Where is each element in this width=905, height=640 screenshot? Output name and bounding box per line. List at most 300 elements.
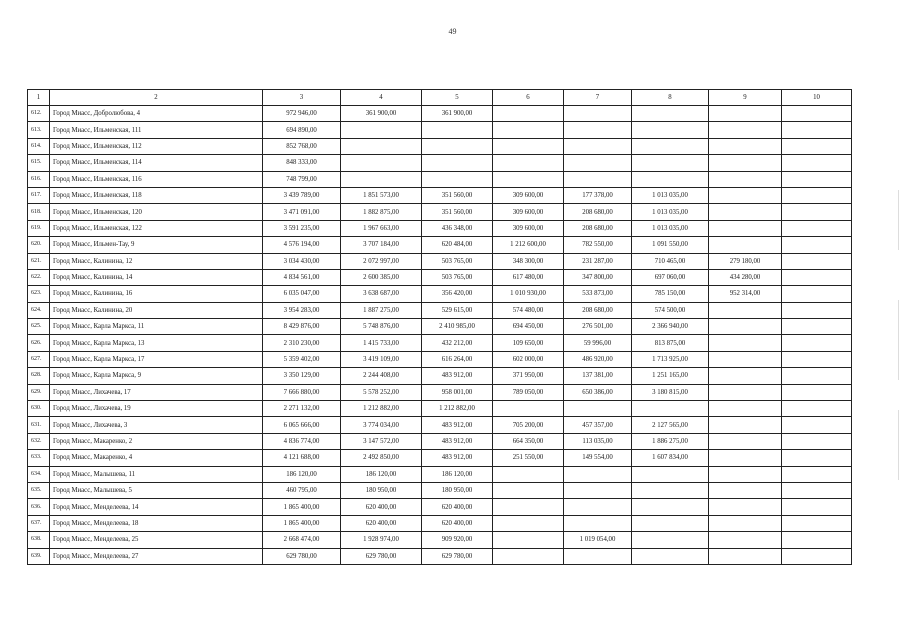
row-number-cell: 629.: [28, 384, 50, 400]
row-number-cell: 625.: [28, 319, 50, 335]
amount-cell: [782, 368, 852, 384]
amount-cell: 3 954 283,00: [263, 302, 341, 318]
amount-cell: 7 666 880,00: [263, 384, 341, 400]
row-number-cell: 619.: [28, 220, 50, 236]
table-row: [28, 532, 852, 548]
amount-cell: 208 680,00: [564, 302, 632, 318]
address-cell: Город Миасс, Лихачева, 19: [50, 401, 263, 417]
address-cell: Город Миасс, Добролюбова, 4: [50, 106, 263, 122]
amount-cell: 503 765,00: [422, 253, 493, 269]
row-number-cell: 615.: [28, 155, 50, 171]
amount-cell: [422, 155, 493, 171]
table-row: [28, 401, 852, 417]
address-cell: Город Миасс, Ильменская, 111: [50, 122, 263, 138]
data-table: [27, 89, 852, 565]
amount-cell: 1 415 733,00: [341, 335, 422, 351]
amount-cell: 348 300,00: [493, 253, 564, 269]
amount-cell: 2 366 940,00: [632, 319, 709, 335]
amount-cell: 3 638 687,00: [341, 286, 422, 302]
column-header: 6: [493, 90, 564, 106]
column-header: 9: [709, 90, 782, 106]
amount-cell: 1 713 925,00: [632, 351, 709, 367]
amount-cell: [564, 155, 632, 171]
amount-cell: 529 615,00: [422, 302, 493, 318]
amount-cell: [782, 302, 852, 318]
table-row: [28, 171, 852, 187]
amount-cell: [709, 417, 782, 433]
amount-cell: [564, 515, 632, 531]
amount-cell: [782, 187, 852, 203]
amount-cell: 629 780,00: [422, 548, 493, 564]
amount-cell: 1 967 663,00: [341, 220, 422, 236]
amount-cell: [782, 319, 852, 335]
address-cell: Город Миасс, Лихачева, 3: [50, 417, 263, 433]
amount-cell: 694 450,00: [493, 319, 564, 335]
amount-cell: 2 271 132,00: [263, 401, 341, 417]
amount-cell: [493, 515, 564, 531]
amount-cell: 697 060,00: [632, 269, 709, 285]
amount-cell: [564, 401, 632, 417]
amount-cell: 457 357,00: [564, 417, 632, 433]
amount-cell: 2 244 408,00: [341, 368, 422, 384]
amount-cell: [709, 532, 782, 548]
address-cell: Город Миасс, Ильменская, 120: [50, 204, 263, 220]
amount-cell: [709, 171, 782, 187]
amount-cell: 371 950,00: [493, 368, 564, 384]
amount-cell: 848 333,00: [263, 155, 341, 171]
table-row: [28, 286, 852, 302]
amount-cell: [564, 138, 632, 154]
amount-cell: 789 050,00: [493, 384, 564, 400]
amount-cell: [782, 237, 852, 253]
amount-cell: 137 381,00: [564, 368, 632, 384]
amount-cell: [493, 466, 564, 482]
table-row: [28, 499, 852, 515]
amount-cell: 3 350 129,00: [263, 368, 341, 384]
table-row: [28, 155, 852, 171]
amount-cell: 710 465,00: [632, 253, 709, 269]
amount-cell: 813 875,00: [632, 335, 709, 351]
amount-cell: [782, 286, 852, 302]
row-number-cell: 637.: [28, 515, 50, 531]
row-number-cell: 632.: [28, 433, 50, 449]
amount-cell: 1 865 400,00: [263, 499, 341, 515]
row-number-cell: 624.: [28, 302, 50, 318]
address-cell: Город Миасс, Менделеева, 25: [50, 532, 263, 548]
amount-cell: [709, 351, 782, 367]
row-number-cell: 633.: [28, 450, 50, 466]
amount-cell: 483 912,00: [422, 433, 493, 449]
amount-cell: [493, 122, 564, 138]
table-row: [28, 450, 852, 466]
amount-cell: [632, 515, 709, 531]
amount-cell: 852 768,00: [263, 138, 341, 154]
amount-cell: [493, 401, 564, 417]
table-row: [28, 548, 852, 564]
table-row: [28, 368, 852, 384]
amount-cell: [782, 220, 852, 236]
amount-cell: [632, 401, 709, 417]
amount-cell: 1 013 035,00: [632, 187, 709, 203]
amount-cell: 149 554,00: [564, 450, 632, 466]
address-cell: Город Миасс, Менделеева, 18: [50, 515, 263, 531]
address-cell: Город Миасс, Калинина, 12: [50, 253, 263, 269]
amount-cell: 620 400,00: [341, 515, 422, 531]
row-number-cell: 618.: [28, 204, 50, 220]
amount-cell: 785 150,00: [632, 286, 709, 302]
amount-cell: [709, 368, 782, 384]
column-header: 4: [341, 90, 422, 106]
amount-cell: [632, 482, 709, 498]
amount-cell: [564, 482, 632, 498]
amount-cell: 629 780,00: [263, 548, 341, 564]
amount-cell: 177 378,00: [564, 187, 632, 203]
amount-cell: 664 350,00: [493, 433, 564, 449]
amount-cell: 351 560,00: [422, 187, 493, 203]
amount-cell: [782, 450, 852, 466]
amount-cell: 574 480,00: [493, 302, 564, 318]
amount-cell: [341, 171, 422, 187]
amount-cell: 3 147 572,00: [341, 433, 422, 449]
amount-cell: 748 799,00: [263, 171, 341, 187]
amount-cell: [493, 155, 564, 171]
row-number-cell: 639.: [28, 548, 50, 564]
amount-cell: 4 834 561,00: [263, 269, 341, 285]
column-header: 3: [263, 90, 341, 106]
amount-cell: 3 419 109,00: [341, 351, 422, 367]
column-header: 7: [564, 90, 632, 106]
amount-cell: 180 950,00: [341, 482, 422, 498]
address-cell: Город Миасс, Малышева, 5: [50, 482, 263, 498]
column-header: 5: [422, 90, 493, 106]
amount-cell: [632, 548, 709, 564]
amount-cell: [493, 106, 564, 122]
amount-cell: 1 010 930,00: [493, 286, 564, 302]
amount-cell: [709, 384, 782, 400]
column-header: 8: [632, 90, 709, 106]
table-row: [28, 237, 852, 253]
amount-cell: 2 600 385,00: [341, 269, 422, 285]
amount-cell: 1 887 275,00: [341, 302, 422, 318]
amount-cell: [782, 138, 852, 154]
amount-cell: 705 200,00: [493, 417, 564, 433]
amount-cell: 4 836 774,00: [263, 433, 341, 449]
amount-cell: [709, 220, 782, 236]
amount-cell: 113 035,00: [564, 433, 632, 449]
address-cell: Город Миасс, Ильменская, 116: [50, 171, 263, 187]
amount-cell: 1 882 875,00: [341, 204, 422, 220]
table-header-row: [28, 90, 852, 106]
amount-cell: 276 501,00: [564, 319, 632, 335]
table-row: [28, 351, 852, 367]
address-cell: Город Миасс, Ильменская, 122: [50, 220, 263, 236]
amount-cell: [709, 401, 782, 417]
amount-cell: 309 600,00: [493, 187, 564, 203]
table-row: [28, 138, 852, 154]
address-cell: Город Миасс, Менделеева, 14: [50, 499, 263, 515]
amount-cell: [632, 171, 709, 187]
amount-cell: 2 127 565,00: [632, 417, 709, 433]
row-number-cell: 628.: [28, 368, 50, 384]
row-number-cell: 623.: [28, 286, 50, 302]
amount-cell: 180 950,00: [422, 482, 493, 498]
amount-cell: 486 920,00: [564, 351, 632, 367]
amount-cell: [632, 106, 709, 122]
address-cell: Город Миасс, Менделеева, 27: [50, 548, 263, 564]
amount-cell: [782, 417, 852, 433]
amount-cell: [564, 548, 632, 564]
amount-cell: [782, 351, 852, 367]
amount-cell: 1 013 035,00: [632, 220, 709, 236]
amount-cell: [564, 106, 632, 122]
address-cell: Город Миасс, Калинина, 16: [50, 286, 263, 302]
amount-cell: [782, 433, 852, 449]
amount-cell: [782, 401, 852, 417]
amount-cell: [632, 532, 709, 548]
amount-cell: 1 251 165,00: [632, 368, 709, 384]
amount-cell: 1 886 275,00: [632, 433, 709, 449]
amount-cell: [709, 548, 782, 564]
table-row: [28, 187, 852, 203]
amount-cell: 574 500,00: [632, 302, 709, 318]
amount-cell: 1 091 550,00: [632, 237, 709, 253]
amount-cell: [782, 515, 852, 531]
amount-cell: 1 212 882,00: [341, 401, 422, 417]
address-cell: Город Миасс, Макаренко, 2: [50, 433, 263, 449]
amount-cell: [709, 106, 782, 122]
amount-cell: [493, 138, 564, 154]
amount-cell: 483 912,00: [422, 417, 493, 433]
amount-cell: [782, 204, 852, 220]
amount-cell: 3 034 430,00: [263, 253, 341, 269]
amount-cell: 1 851 573,00: [341, 187, 422, 203]
address-cell: Город Миасс, Калинина, 14: [50, 269, 263, 285]
row-number-cell: 634.: [28, 466, 50, 482]
amount-cell: [709, 319, 782, 335]
amount-cell: [709, 466, 782, 482]
amount-cell: 1 212 600,00: [493, 237, 564, 253]
amount-cell: 617 480,00: [493, 269, 564, 285]
amount-cell: 109 650,00: [493, 335, 564, 351]
row-number-cell: 617.: [28, 187, 50, 203]
amount-cell: 2 668 474,00: [263, 532, 341, 548]
row-number-cell: 630.: [28, 401, 50, 417]
amount-cell: 3 707 184,00: [341, 237, 422, 253]
address-cell: Город Миасс, Ильменская, 112: [50, 138, 263, 154]
table-row: [28, 319, 852, 335]
amount-cell: 6 035 047,00: [263, 286, 341, 302]
amount-cell: [709, 122, 782, 138]
table-row: [28, 482, 852, 498]
row-number-cell: 613.: [28, 122, 50, 138]
amount-cell: 8 429 876,00: [263, 319, 341, 335]
amount-cell: 650 386,00: [564, 384, 632, 400]
address-cell: Город Миасс, Карла Маркса, 9: [50, 368, 263, 384]
amount-cell: 694 890,00: [263, 122, 341, 138]
amount-cell: 3 471 091,00: [263, 204, 341, 220]
amount-cell: 620 400,00: [422, 499, 493, 515]
row-number-cell: 635.: [28, 482, 50, 498]
row-number-cell: 621.: [28, 253, 50, 269]
amount-cell: [632, 138, 709, 154]
amount-cell: 629 780,00: [341, 548, 422, 564]
table-row: [28, 384, 852, 400]
amount-cell: [564, 171, 632, 187]
amount-cell: [782, 106, 852, 122]
amount-cell: [709, 155, 782, 171]
address-cell: Город Миасс, Карла Маркса, 13: [50, 335, 263, 351]
amount-cell: 1 019 054,00: [564, 532, 632, 548]
amount-cell: 620 400,00: [422, 515, 493, 531]
table-row: [28, 122, 852, 138]
amount-cell: [709, 433, 782, 449]
amount-cell: 958 001,00: [422, 384, 493, 400]
table-row: [28, 417, 852, 433]
amount-cell: [782, 532, 852, 548]
table-row: [28, 204, 852, 220]
row-number-cell: 620.: [28, 237, 50, 253]
amount-cell: 620 484,00: [422, 237, 493, 253]
amount-cell: [709, 302, 782, 318]
table-row: [28, 269, 852, 285]
amount-cell: [632, 466, 709, 482]
amount-cell: [782, 466, 852, 482]
row-number-cell: 626.: [28, 335, 50, 351]
table-row: [28, 515, 852, 531]
row-number-cell: 614.: [28, 138, 50, 154]
amount-cell: [709, 187, 782, 203]
amount-cell: 3 180 815,00: [632, 384, 709, 400]
amount-cell: [782, 269, 852, 285]
row-number-cell: 638.: [28, 532, 50, 548]
amount-cell: 533 873,00: [564, 286, 632, 302]
amount-cell: 6 065 666,00: [263, 417, 341, 433]
amount-cell: 2 310 230,00: [263, 335, 341, 351]
row-number-cell: 627.: [28, 351, 50, 367]
address-cell: Город Миасс, Макаренко, 4: [50, 450, 263, 466]
amount-cell: 952 314,00: [709, 286, 782, 302]
address-cell: Город Миасс, Малышева, 11: [50, 466, 263, 482]
amount-cell: [493, 532, 564, 548]
row-number-cell: 636.: [28, 499, 50, 515]
amount-cell: 460 795,00: [263, 482, 341, 498]
amount-cell: [564, 122, 632, 138]
amount-cell: 503 765,00: [422, 269, 493, 285]
amount-cell: [782, 548, 852, 564]
amount-cell: [493, 171, 564, 187]
amount-cell: [632, 155, 709, 171]
amount-cell: 1 607 834,00: [632, 450, 709, 466]
amount-cell: [782, 499, 852, 515]
amount-cell: 616 264,00: [422, 351, 493, 367]
amount-cell: 620 400,00: [341, 499, 422, 515]
amount-cell: [493, 499, 564, 515]
amount-cell: 5 578 252,00: [341, 384, 422, 400]
amount-cell: [341, 138, 422, 154]
amount-cell: [341, 155, 422, 171]
amount-cell: 2 492 850,00: [341, 450, 422, 466]
address-cell: Город Миасс, Карла Маркса, 17: [50, 351, 263, 367]
amount-cell: 59 996,00: [564, 335, 632, 351]
amount-cell: 231 287,00: [564, 253, 632, 269]
amount-cell: 4 576 194,00: [263, 237, 341, 253]
amount-cell: [782, 335, 852, 351]
amount-cell: [782, 171, 852, 187]
amount-cell: 4 121 688,00: [263, 450, 341, 466]
address-cell: Город Миасс, Ильменская, 118: [50, 187, 263, 203]
amount-cell: 436 348,00: [422, 220, 493, 236]
amount-cell: [493, 548, 564, 564]
amount-cell: 186 120,00: [263, 466, 341, 482]
table-row: [28, 253, 852, 269]
table-row: [28, 433, 852, 449]
amount-cell: 351 560,00: [422, 204, 493, 220]
amount-cell: 186 120,00: [341, 466, 422, 482]
address-cell: Город Миасс, Ильменская, 114: [50, 155, 263, 171]
column-header: 1: [28, 90, 50, 106]
amount-cell: 483 912,00: [422, 368, 493, 384]
amount-cell: 347 800,00: [564, 269, 632, 285]
amount-cell: 5 359 402,00: [263, 351, 341, 367]
amount-cell: 972 946,00: [263, 106, 341, 122]
table-row: [28, 106, 852, 122]
amount-cell: [493, 482, 564, 498]
row-number-cell: 631.: [28, 417, 50, 433]
amount-cell: [422, 171, 493, 187]
amount-cell: 1 013 035,00: [632, 204, 709, 220]
amount-cell: 432 212,00: [422, 335, 493, 351]
amount-cell: [709, 335, 782, 351]
amount-cell: 909 920,00: [422, 532, 493, 548]
amount-cell: 309 600,00: [493, 204, 564, 220]
amount-cell: 602 000,00: [493, 351, 564, 367]
address-cell: Город Миасс, Калинина, 20: [50, 302, 263, 318]
amount-cell: 3 439 789,00: [263, 187, 341, 203]
column-header: 10: [782, 90, 852, 106]
column-header: 2: [50, 90, 263, 106]
amount-cell: 356 420,00: [422, 286, 493, 302]
amount-cell: [564, 466, 632, 482]
amount-cell: 434 280,00: [709, 269, 782, 285]
amount-cell: [709, 450, 782, 466]
amount-cell: [709, 138, 782, 154]
amount-cell: [782, 482, 852, 498]
amount-cell: 483 912,00: [422, 450, 493, 466]
table-row: [28, 220, 852, 236]
amount-cell: 309 600,00: [493, 220, 564, 236]
row-number-cell: 616.: [28, 171, 50, 187]
table-row: [28, 466, 852, 482]
amount-cell: 1 865 400,00: [263, 515, 341, 531]
amount-cell: 3 591 235,00: [263, 220, 341, 236]
amount-cell: [782, 122, 852, 138]
address-cell: Город Миасс, Ильмен-Тау, 9: [50, 237, 263, 253]
amount-cell: 2 410 985,00: [422, 319, 493, 335]
amount-cell: 361 900,00: [422, 106, 493, 122]
amount-cell: 251 550,00: [493, 450, 564, 466]
amount-cell: [709, 499, 782, 515]
amount-cell: [564, 499, 632, 515]
row-number-cell: 622.: [28, 269, 50, 285]
amount-cell: [422, 122, 493, 138]
table-row: [28, 335, 852, 351]
amount-cell: 782 550,00: [564, 237, 632, 253]
amount-cell: 2 072 997,00: [341, 253, 422, 269]
amount-cell: [782, 155, 852, 171]
amount-cell: 1 212 882,00: [422, 401, 493, 417]
amount-cell: [709, 515, 782, 531]
amount-cell: [709, 237, 782, 253]
